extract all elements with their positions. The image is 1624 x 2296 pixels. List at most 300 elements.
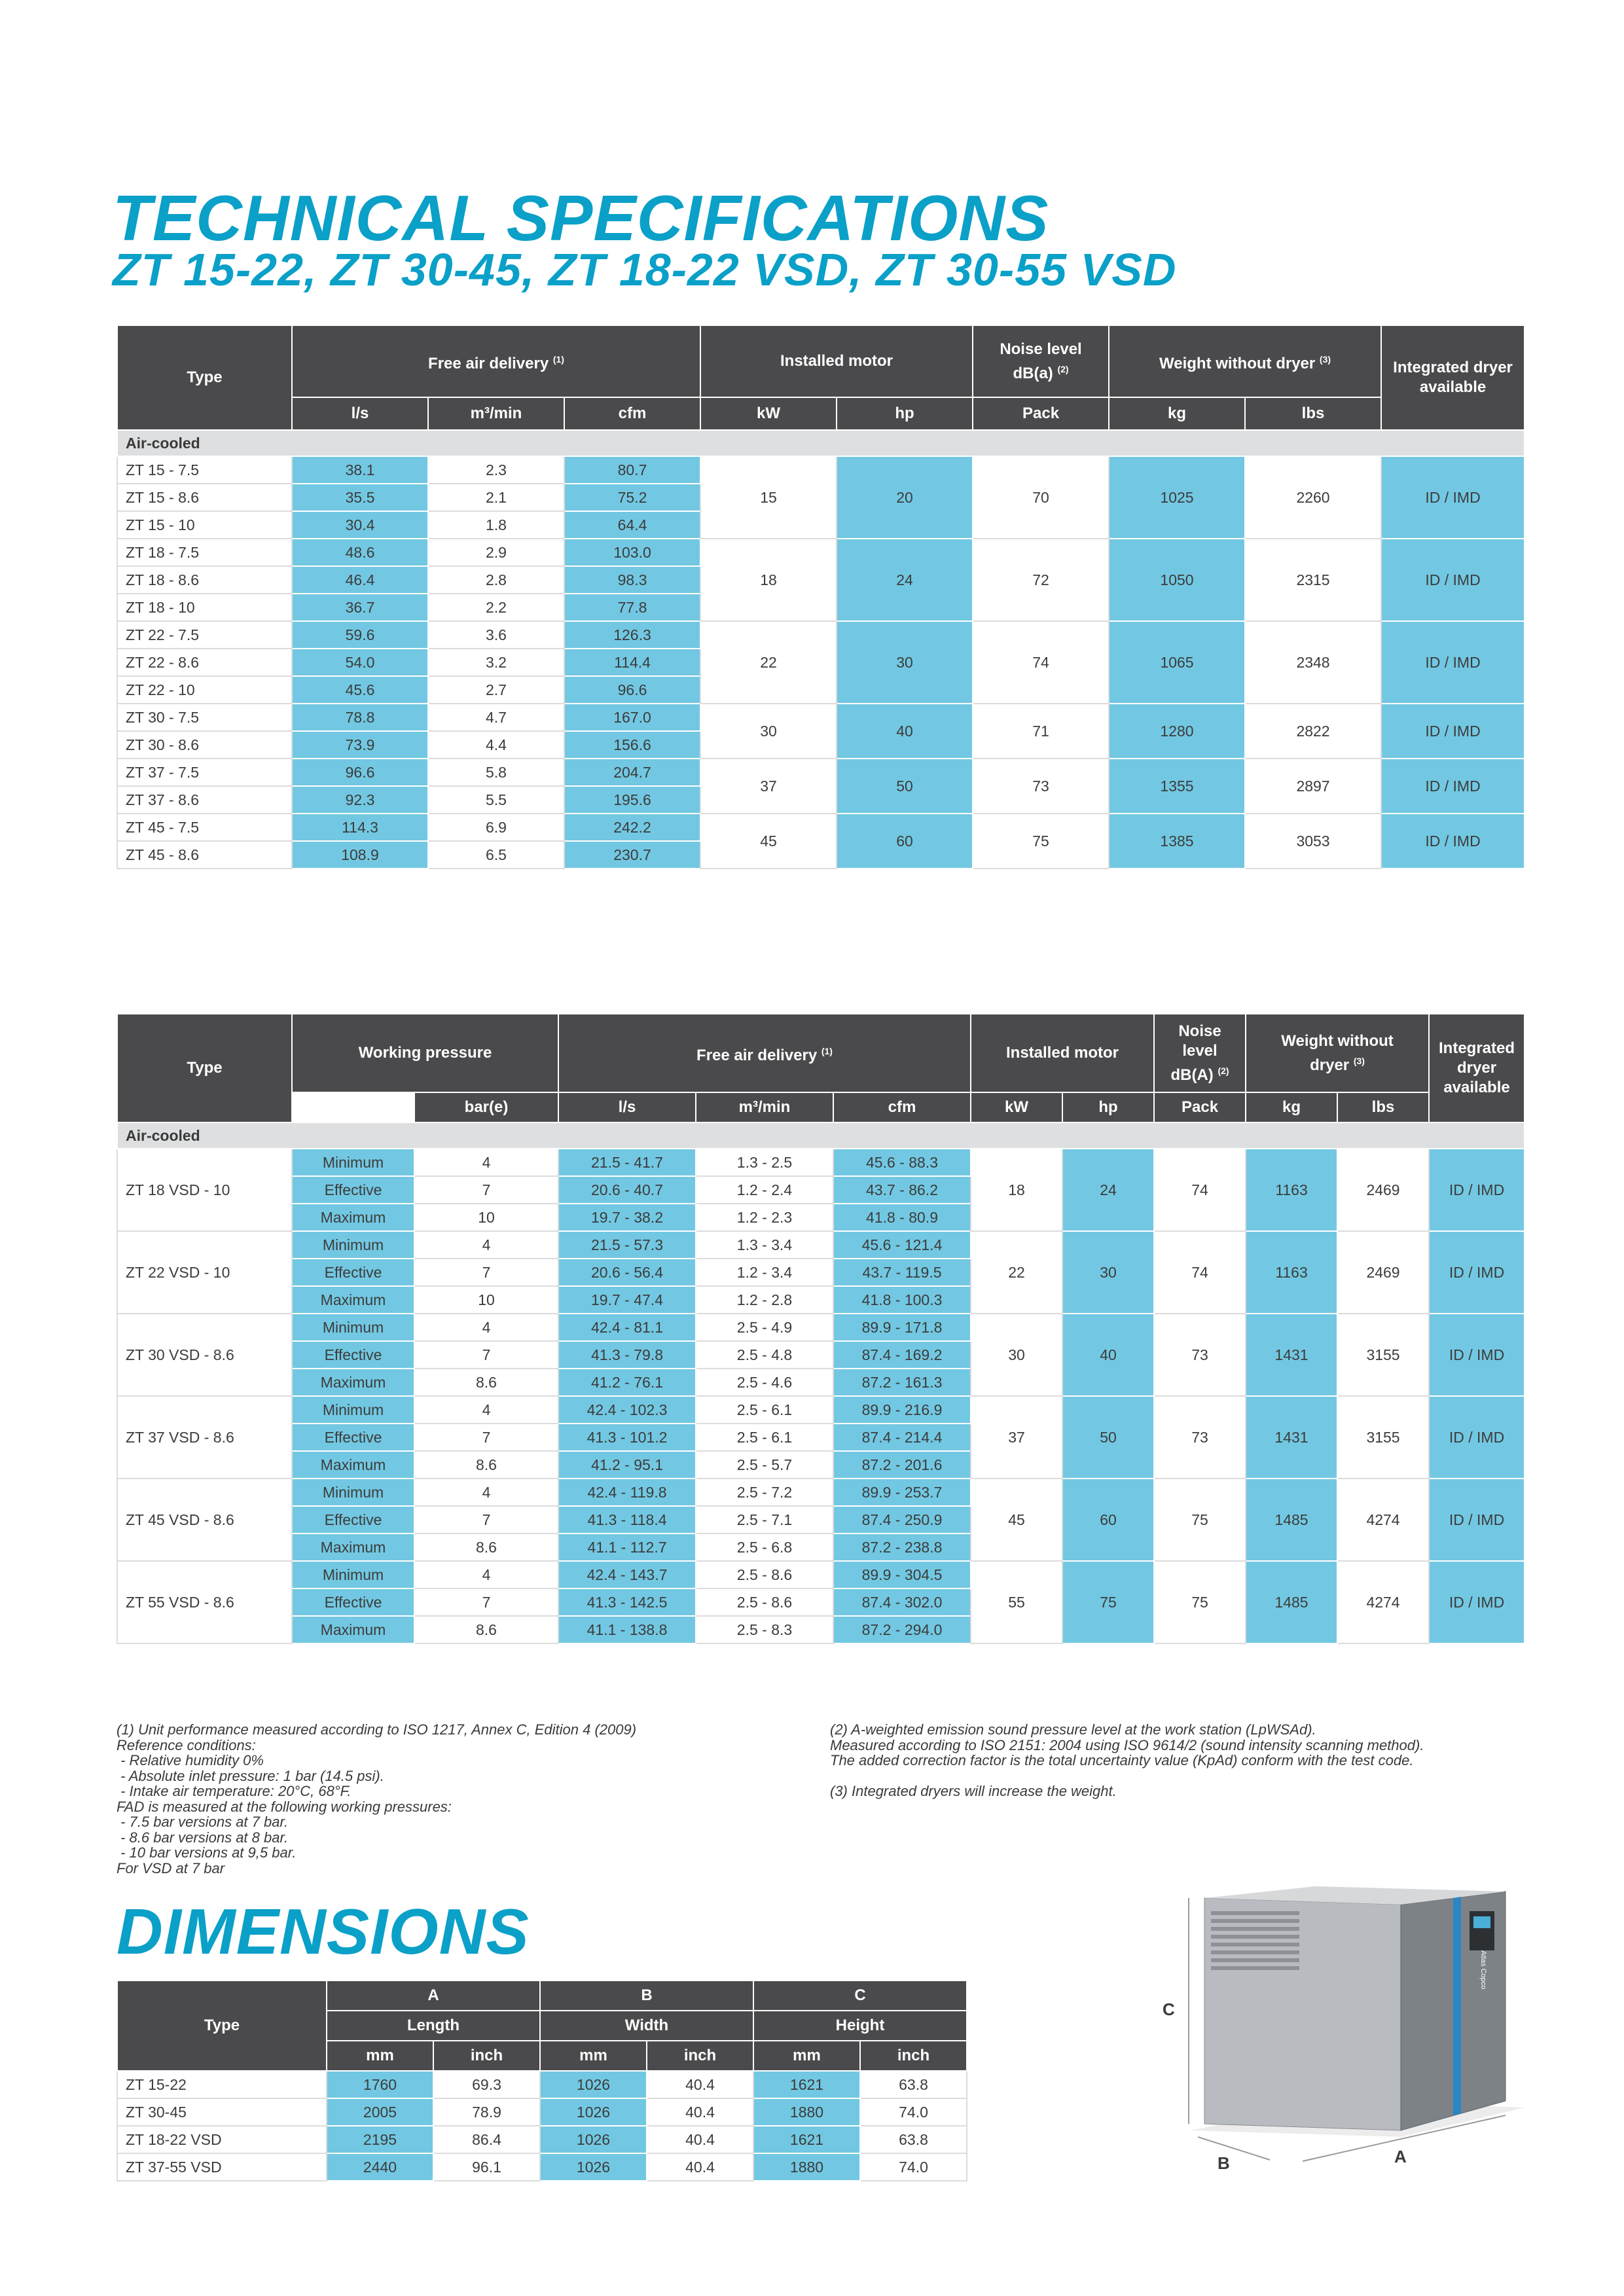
- dimensions-title: DIMENSIONS: [117, 1895, 530, 1967]
- unit-kw: kW: [700, 397, 837, 430]
- cell-cfm: 45.6 - 88.3: [833, 1149, 971, 1176]
- cell-type: ZT 37 VSD - 8.6: [117, 1396, 292, 1479]
- cell-ls: 41.3 - 101.2: [558, 1424, 696, 1451]
- cell-dryer: ID / IMD: [1381, 456, 1525, 539]
- cell-dryer: ID / IMD: [1381, 621, 1525, 704]
- cell-kw: 30: [700, 704, 837, 759]
- unit-lbs: lbs: [1337, 1092, 1429, 1122]
- cell-ls: 48.6: [292, 539, 428, 566]
- cell-noise: 73: [1154, 1396, 1246, 1479]
- cell-cfm: 77.8: [564, 594, 700, 621]
- cell-type: ZT 22 - 8.6: [117, 649, 292, 676]
- cell-cfm: 242.2: [564, 814, 700, 841]
- header-weight: Weight without dryer $^{(3)}$: [1109, 325, 1381, 397]
- cell-bar: 7: [414, 1176, 558, 1204]
- table-row: [117, 704, 1525, 731]
- unit-mm: mm: [540, 2041, 647, 2071]
- header-integrated-dryer: Integrated dryer available: [1429, 1014, 1525, 1122]
- cell-pressure-level: Minimum: [292, 1314, 414, 1341]
- cell-bar: 7: [414, 1341, 558, 1369]
- cell-kg: 1280: [1109, 704, 1245, 759]
- cell-height-mm: 1880: [753, 2098, 860, 2126]
- cell-type: ZT 30 - 7.5: [117, 704, 292, 731]
- cell-m3min: 4.7: [428, 704, 564, 731]
- cell-bar: 4: [414, 1149, 558, 1176]
- cell-width-inch: 40.4: [647, 2126, 753, 2153]
- cell-m3min: 2.1: [428, 484, 564, 511]
- table-row: [117, 814, 1525, 841]
- cell-bar: 8.6: [414, 1534, 558, 1561]
- cell-m3min: 2.5 - 8.6: [696, 1561, 833, 1588]
- dim-label-c: C: [1163, 2000, 1175, 2019]
- cell-hp: 75: [1062, 1561, 1154, 1643]
- cell-width-mm: 1026: [540, 2071, 647, 2098]
- cell-cfm: 204.7: [564, 759, 700, 786]
- cell-type: ZT 45 VSD - 8.6: [117, 1479, 292, 1561]
- cell-width-inch: 40.4: [647, 2098, 753, 2126]
- cell-m3min: 2.5 - 4.9: [696, 1314, 833, 1341]
- cell-cfm: 87.2 - 201.6: [833, 1451, 971, 1479]
- cell-m3min: 3.2: [428, 649, 564, 676]
- header-type: Type: [117, 325, 292, 430]
- cell-pressure-level: Maximum: [292, 1369, 414, 1396]
- spec-table-body: [117, 430, 1525, 869]
- unit-bar: bar(e): [414, 1092, 558, 1122]
- cell-cfm: 89.9 - 304.5: [833, 1561, 971, 1588]
- header-noise-level: Noise level dB(A) $^{(2)}$: [1154, 1014, 1246, 1092]
- cell-pressure-level: Maximum: [292, 1616, 414, 1643]
- cell-hp: 60: [1062, 1479, 1154, 1561]
- header-working-pressure: Working pressure: [292, 1014, 558, 1092]
- cell-noise: 74: [1154, 1149, 1246, 1231]
- cell-ls: 114.3: [292, 814, 428, 841]
- cell-pressure-level: Effective: [292, 1424, 414, 1451]
- unit-m3min: m³/min: [428, 397, 564, 430]
- cell-ls: 108.9: [292, 841, 428, 869]
- cell-m3min: 1.2 - 3.4: [696, 1259, 833, 1286]
- page-subtitle: ZT 15-22, ZT 30-45, ZT 18-22 VSD, ZT 30-55 VSD: [113, 244, 1177, 295]
- cell-lbs: 3053: [1245, 814, 1381, 869]
- cell-hp: 24: [837, 539, 973, 621]
- cell-bar: 8.6: [414, 1616, 558, 1643]
- cell-m3min: 2.8: [428, 566, 564, 594]
- cell-kg: 1025: [1109, 456, 1245, 539]
- unit-pack: Pack: [973, 397, 1109, 430]
- cell-cfm: 89.9 - 171.8: [833, 1314, 971, 1341]
- header-weight: Weight without dryer $^{(3)}$: [1246, 1014, 1429, 1092]
- cell-noise: 75: [973, 814, 1109, 869]
- cell-kw: 18: [971, 1149, 1062, 1231]
- cell-type: ZT 37 - 7.5: [117, 759, 292, 786]
- cell-type: ZT 45 - 8.6: [117, 841, 292, 869]
- cell-cfm: 41.8 - 80.9: [833, 1204, 971, 1231]
- cell-dryer: ID / IMD: [1429, 1479, 1525, 1561]
- cell-kw: 18: [700, 539, 837, 621]
- header-type: Type: [117, 1014, 292, 1122]
- header-type: Type: [117, 1981, 327, 2071]
- cell-bar: 7: [414, 1588, 558, 1616]
- header-installed-motor: Installed motor: [971, 1014, 1154, 1092]
- cell-noise: 74: [1154, 1231, 1246, 1314]
- cell-pressure-level: Minimum: [292, 1561, 414, 1588]
- cell-kw: 45: [971, 1479, 1062, 1561]
- cell-pressure-level: Effective: [292, 1588, 414, 1616]
- cell-height-inch: 74.0: [860, 2098, 967, 2126]
- cell-m3min: 2.5 - 7.2: [696, 1479, 833, 1506]
- cell-bar: 8.6: [414, 1451, 558, 1479]
- cell-kw: 55: [971, 1561, 1062, 1643]
- cell-m3min: 1.2 - 2.3: [696, 1204, 833, 1231]
- cell-pressure-level: Minimum: [292, 1479, 414, 1506]
- cell-dryer: ID / IMD: [1381, 704, 1525, 759]
- table-row: [117, 2071, 967, 2098]
- cell-cfm: 156.6: [564, 731, 700, 759]
- cell-m3min: 6.5: [428, 841, 564, 869]
- cell-height-inch: 63.8: [860, 2126, 967, 2153]
- footnote-left: (1) Unit performance measured according to ISO 1217, Annex C, Edition 4 (2009) Reference conditions: - Relative humidity 0% - Absolute inlet pressure: 1 bar (14.5 psi). - Intake air temperature: 20°C, 68°F. FAD is measured at the following working pressures: - 7.5 bar versions at 7 bar. - 8.6 bar versions at 8 bar. - 10 bar versions at 9,5 bar. For VSD at 7 bar: [117, 1721, 637, 1876]
- cell-type: ZT 30 - 8.6: [117, 731, 292, 759]
- table-row: [117, 1561, 1525, 1588]
- spec-table-fixed-speed: [117, 325, 1525, 869]
- table-row: [117, 1231, 1525, 1259]
- cell-dryer: ID / IMD: [1429, 1561, 1525, 1643]
- cell-bar: 7: [414, 1424, 558, 1451]
- cell-m3min: 2.5 - 6.8: [696, 1534, 833, 1561]
- cell-cfm: 89.9 - 216.9: [833, 1396, 971, 1424]
- header-free-air-delivery: Free air delivery $^{(1)}$: [558, 1014, 971, 1092]
- cell-cfm: 103.0: [564, 539, 700, 566]
- unit-hp: hp: [837, 397, 973, 430]
- cell-m3min: 3.6: [428, 621, 564, 649]
- cell-dryer: ID / IMD: [1381, 539, 1525, 621]
- cell-width-inch: 40.4: [647, 2153, 753, 2181]
- cell-pressure-level: Effective: [292, 1259, 414, 1286]
- cell-pressure-level: Minimum: [292, 1396, 414, 1424]
- cell-ls: 36.7: [292, 594, 428, 621]
- cell-m3min: 1.2 - 2.8: [696, 1286, 833, 1314]
- cell-cfm: 126.3: [564, 621, 700, 649]
- cell-length-inch: 78.9: [433, 2098, 540, 2126]
- cell-cfm: 64.4: [564, 511, 700, 539]
- unit-pack: Pack: [1154, 1092, 1246, 1122]
- cell-m3min: 2.5 - 8.3: [696, 1616, 833, 1643]
- cell-ls: 20.6 - 56.4: [558, 1259, 696, 1286]
- cell-cfm: 114.4: [564, 649, 700, 676]
- cell-kw: 22: [700, 621, 837, 704]
- header-c: C: [753, 1981, 967, 2011]
- section-row: [117, 1122, 1525, 1149]
- cell-kg: 1431: [1246, 1314, 1337, 1396]
- cell-dryer: ID / IMD: [1381, 814, 1525, 869]
- cell-lbs: 2469: [1337, 1149, 1429, 1231]
- dim-label-b: B: [1218, 2153, 1230, 2173]
- cell-cfm: 195.6: [564, 786, 700, 814]
- cell-cfm: 87.2 - 161.3: [833, 1369, 971, 1396]
- cell-cfm: 75.2: [564, 484, 700, 511]
- cell-m3min: 5.8: [428, 759, 564, 786]
- header-length: Length: [327, 2011, 540, 2041]
- cell-dryer: ID / IMD: [1381, 759, 1525, 814]
- cell-pressure-level: Minimum: [292, 1149, 414, 1176]
- dim-label-a: A: [1394, 2147, 1407, 2166]
- unit-kg: kg: [1109, 397, 1245, 430]
- unit-ls: l/s: [292, 397, 428, 430]
- table-row: [117, 759, 1525, 786]
- header-noise-level: Noise level dB(a) $^{(2)}$: [973, 325, 1109, 397]
- cell-dryer: ID / IMD: [1429, 1396, 1525, 1479]
- cell-length-mm: 2195: [327, 2126, 433, 2153]
- header-height: Height: [753, 2011, 967, 2041]
- cell-noise: 72: [973, 539, 1109, 621]
- cell-kg: 1385: [1109, 814, 1245, 869]
- cell-kg: 1163: [1246, 1231, 1337, 1314]
- table-row: [117, 2153, 967, 2181]
- cell-cfm: 167.0: [564, 704, 700, 731]
- cell-ls: 42.4 - 119.8: [558, 1479, 696, 1506]
- cell-cfm: 89.9 - 253.7: [833, 1479, 971, 1506]
- cell-hp: 60: [837, 814, 973, 869]
- unit-inch: inch: [860, 2041, 967, 2071]
- unit-cfm: cfm: [564, 397, 700, 430]
- cell-type: ZT 22 - 7.5: [117, 621, 292, 649]
- unit-mm: mm: [327, 2041, 433, 2071]
- unit-inch: inch: [433, 2041, 540, 2071]
- cell-length-mm: 2005: [327, 2098, 433, 2126]
- cell-pressure-level: Minimum: [292, 1231, 414, 1259]
- cell-type: ZT 18 - 7.5: [117, 539, 292, 566]
- cell-m3min: 2.5 - 4.8: [696, 1341, 833, 1369]
- cell-type: ZT 15 - 8.6: [117, 484, 292, 511]
- compressor-illustration: [1139, 1872, 1558, 2212]
- cell-lbs: 3155: [1337, 1314, 1429, 1396]
- cell-m3min: 2.5 - 4.6: [696, 1369, 833, 1396]
- dimensions-table: [117, 1980, 967, 2181]
- cell-ls: 78.8: [292, 704, 428, 731]
- cell-pressure-level: Effective: [292, 1341, 414, 1369]
- cell-ls: 41.1 - 138.8: [558, 1616, 696, 1643]
- table-row: [117, 621, 1525, 649]
- cell-type: ZT 15 - 7.5: [117, 456, 292, 484]
- header-b: B: [540, 1981, 753, 2011]
- cell-bar: 10: [414, 1286, 558, 1314]
- cell-m3min: 2.7: [428, 676, 564, 704]
- brand-logo: Atlas Copco: [1479, 1950, 1487, 1990]
- unit-kw: kW: [971, 1092, 1062, 1122]
- cell-hp: 50: [837, 759, 973, 814]
- cell-noise: 71: [973, 704, 1109, 759]
- unit-mm: mm: [753, 2041, 860, 2071]
- cell-width-mm: 1026: [540, 2153, 647, 2181]
- cell-type: ZT 45 - 7.5: [117, 814, 292, 841]
- cell-cfm: 80.7: [564, 456, 700, 484]
- cell-ls: 35.5: [292, 484, 428, 511]
- cell-pressure-level: Maximum: [292, 1286, 414, 1314]
- cell-pressure-level: Maximum: [292, 1534, 414, 1561]
- cell-m3min: 2.5 - 8.6: [696, 1588, 833, 1616]
- cell-height-mm: 1621: [753, 2071, 860, 2098]
- cell-cfm: 87.4 - 169.2: [833, 1341, 971, 1369]
- cell-kw: 37: [971, 1396, 1062, 1479]
- cell-noise: 75: [1154, 1479, 1246, 1561]
- cell-kg: 1485: [1246, 1561, 1337, 1643]
- cell-ls: 42.4 - 143.7: [558, 1561, 696, 1588]
- cell-lbs: 3155: [1337, 1396, 1429, 1479]
- cell-type: ZT 55 VSD - 8.6: [117, 1561, 292, 1643]
- cell-cfm: 87.2 - 238.8: [833, 1534, 971, 1561]
- footnote-right: (2) A-weighted emission sound pressure level at the work station (LpWSAd). Measured according to ISO 2151: 2004 using ISO 9614/2 (sound intensity scanning method). The added correction factor is the total uncertainty value (KpAd) conform with the test code. (3) Integrated dryers will increase the weight.: [830, 1721, 1424, 1799]
- unit-inch: inch: [647, 2041, 753, 2071]
- cell-width-mm: 1026: [540, 2098, 647, 2126]
- cell-pressure-level: Maximum: [292, 1451, 414, 1479]
- header-free-air-delivery: Free air delivery $^{(1)}$: [292, 325, 700, 397]
- compressor-diagram: [1139, 1872, 1558, 2212]
- cell-hp: 50: [1062, 1396, 1154, 1479]
- cell-m3min: 6.9: [428, 814, 564, 841]
- cell-height-inch: 63.8: [860, 2071, 967, 2098]
- cell-length-mm: 1760: [327, 2071, 433, 2098]
- table-row: [117, 456, 1525, 484]
- cell-kg: 1050: [1109, 539, 1245, 621]
- cell-kw: 22: [971, 1231, 1062, 1314]
- cell-ls: 96.6: [292, 759, 428, 786]
- cell-dryer: ID / IMD: [1429, 1231, 1525, 1314]
- cell-hp: 30: [837, 621, 973, 704]
- cell-ls: 46.4: [292, 566, 428, 594]
- cell-ls: 41.3 - 142.5: [558, 1588, 696, 1616]
- cell-type: ZT 18-22 VSD: [117, 2126, 327, 2153]
- cell-type: ZT 18 - 10: [117, 594, 292, 621]
- cell-m3min: 2.5 - 5.7: [696, 1451, 833, 1479]
- cell-hp: 40: [1062, 1314, 1154, 1396]
- cell-bar: 4: [414, 1561, 558, 1588]
- cell-kw: 15: [700, 456, 837, 539]
- unit-blank: [292, 1092, 414, 1122]
- table-row: [117, 2126, 967, 2153]
- cell-dryer: ID / IMD: [1429, 1149, 1525, 1231]
- unit-ls: l/s: [558, 1092, 696, 1122]
- cell-kw: 45: [700, 814, 837, 869]
- table-row: [117, 1314, 1525, 1341]
- cell-type: ZT 30 VSD - 8.6: [117, 1314, 292, 1396]
- cell-bar: 8.6: [414, 1369, 558, 1396]
- cell-ls: 54.0: [292, 649, 428, 676]
- cell-height-inch: 74.0: [860, 2153, 967, 2181]
- cell-m3min: 1.8: [428, 511, 564, 539]
- header-width: Width: [540, 2011, 753, 2041]
- cell-type: ZT 37 - 8.6: [117, 786, 292, 814]
- cell-cfm: 87.4 - 214.4: [833, 1424, 971, 1451]
- cell-m3min: 2.9: [428, 539, 564, 566]
- cell-cfm: 45.6 - 121.4: [833, 1231, 971, 1259]
- cell-m3min: 2.3: [428, 456, 564, 484]
- unit-lbs: lbs: [1245, 397, 1381, 430]
- cell-cfm: 43.7 - 86.2: [833, 1176, 971, 1204]
- cell-ls: 19.7 - 47.4: [558, 1286, 696, 1314]
- unit-kg: kg: [1246, 1092, 1337, 1122]
- cell-ls: 19.7 - 38.2: [558, 1204, 696, 1231]
- cell-dryer: ID / IMD: [1429, 1314, 1525, 1396]
- cell-kw: 30: [971, 1314, 1062, 1396]
- table-row: [117, 1149, 1525, 1176]
- cell-m3min: 2.5 - 6.1: [696, 1424, 833, 1451]
- table-row: [117, 2098, 967, 2126]
- cell-kw: 37: [700, 759, 837, 814]
- header-integrated-dryer: Integrated dryer available: [1381, 325, 1525, 430]
- cell-ls: 41.3 - 118.4: [558, 1506, 696, 1534]
- cell-m3min: 2.5 - 6.1: [696, 1396, 833, 1424]
- cell-cfm: 87.4 - 250.9: [833, 1506, 971, 1534]
- cell-lbs: 2897: [1245, 759, 1381, 814]
- cell-m3min: 5.5: [428, 786, 564, 814]
- cell-bar: 4: [414, 1396, 558, 1424]
- cell-ls: 59.6: [292, 621, 428, 649]
- cell-bar: 7: [414, 1259, 558, 1286]
- unit-cfm: cfm: [833, 1092, 971, 1122]
- section-label: Air-cooled: [117, 430, 1525, 456]
- cell-hp: 24: [1062, 1149, 1154, 1231]
- cell-lbs: 4274: [1337, 1479, 1429, 1561]
- cell-type: ZT 37-55 VSD: [117, 2153, 327, 2181]
- cell-hp: 30: [1062, 1231, 1154, 1314]
- cell-length-inch: 86.4: [433, 2126, 540, 2153]
- cell-ls: 41.2 - 76.1: [558, 1369, 696, 1396]
- cell-kg: 1431: [1246, 1396, 1337, 1479]
- cell-bar: 10: [414, 1204, 558, 1231]
- cell-bar: 4: [414, 1479, 558, 1506]
- cell-cfm: 41.8 - 100.3: [833, 1286, 971, 1314]
- cell-cfm: 98.3: [564, 566, 700, 594]
- cell-length-inch: 69.3: [433, 2071, 540, 2098]
- cell-noise: 73: [1154, 1314, 1246, 1396]
- header-installed-motor: Installed motor: [700, 325, 973, 397]
- table-row: [117, 1479, 1525, 1506]
- cell-cfm: 230.7: [564, 841, 700, 869]
- table-row: [117, 539, 1525, 566]
- section-row: [117, 430, 1525, 456]
- spec-table-vsd: [117, 1013, 1525, 1644]
- header-a: A: [327, 1981, 540, 2011]
- cell-ls: 73.9: [292, 731, 428, 759]
- cell-ls: 20.6 - 40.7: [558, 1176, 696, 1204]
- cell-height-mm: 1621: [753, 2126, 860, 2153]
- cell-type: ZT 30-45: [117, 2098, 327, 2126]
- cell-lbs: 2822: [1245, 704, 1381, 759]
- section-label: Air-cooled: [117, 1122, 1525, 1149]
- cell-pressure-level: Effective: [292, 1506, 414, 1534]
- cell-ls: 42.4 - 102.3: [558, 1396, 696, 1424]
- cell-m3min: 4.4: [428, 731, 564, 759]
- table-row: [117, 1396, 1525, 1424]
- cell-noise: 70: [973, 456, 1109, 539]
- cell-cfm: 96.6: [564, 676, 700, 704]
- cell-lbs: 2260: [1245, 456, 1381, 539]
- cell-ls: 30.4: [292, 511, 428, 539]
- cell-kg: 1065: [1109, 621, 1245, 704]
- page-title: TECHNICAL SPECIFICATIONS: [113, 182, 1049, 254]
- spec-table-body: [117, 1122, 1525, 1643]
- unit-hp: hp: [1062, 1092, 1154, 1122]
- cell-bar: 4: [414, 1314, 558, 1341]
- cell-cfm: 87.4 - 302.0: [833, 1588, 971, 1616]
- cell-ls: 21.5 - 41.7: [558, 1149, 696, 1176]
- cell-width-mm: 1026: [540, 2126, 647, 2153]
- cell-m3min: 1.3 - 2.5: [696, 1149, 833, 1176]
- cell-ls: 42.4 - 81.1: [558, 1314, 696, 1341]
- cell-noise: 74: [973, 621, 1109, 704]
- cell-ls: 92.3: [292, 786, 428, 814]
- cell-m3min: 1.3 - 3.4: [696, 1231, 833, 1259]
- cell-kg: 1355: [1109, 759, 1245, 814]
